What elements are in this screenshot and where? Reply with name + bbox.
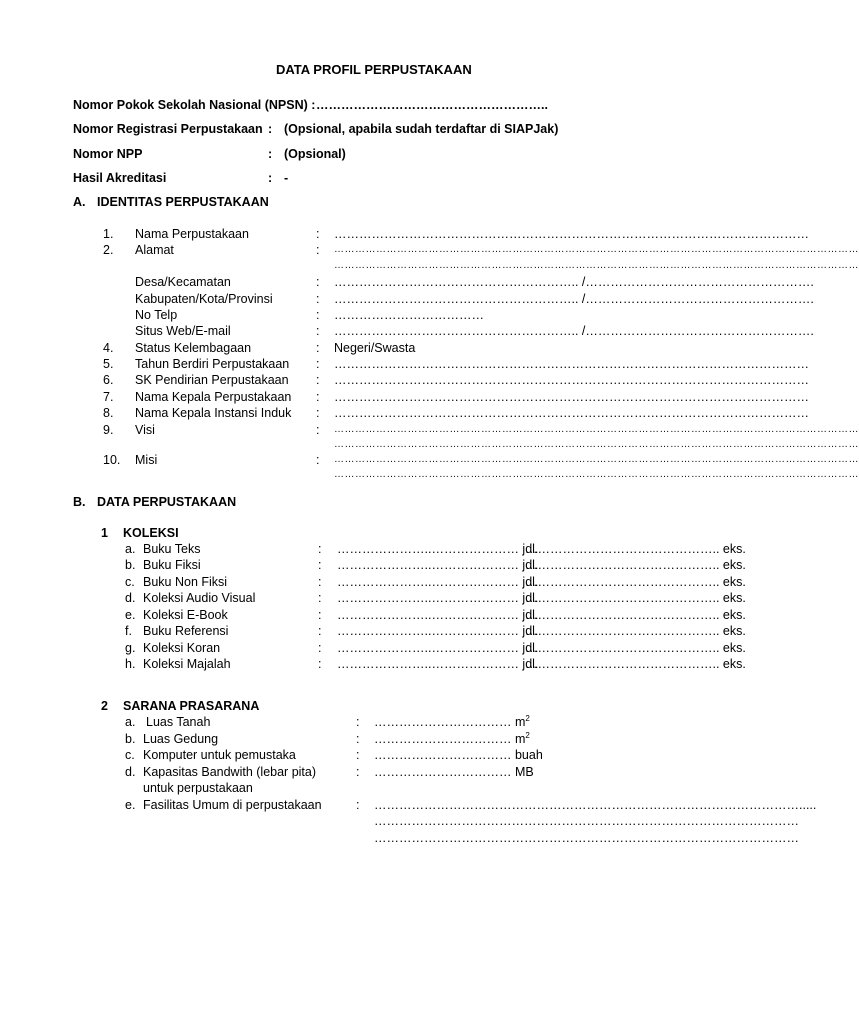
list-item-label: Nama Kepala Instansi Induk [135,406,292,420]
npp-colon: : [268,147,273,161]
sarana-number: 2 [101,699,108,713]
list-item-colon: : [318,624,322,638]
list-item-label: Buku Referensi [143,624,229,638]
section-b-title: DATA PERPUSTAKAAN [97,495,237,509]
list-item-colon: : [356,798,360,812]
list-item-label: Buku Non Fiksi [143,575,228,589]
npsn-value: ……………………………………………….. [316,98,548,112]
fill-line: …………………………………………………………………………………………………… [334,357,809,371]
list-item-letter: d. [125,591,136,605]
list-item-colon: : [316,390,320,404]
luas-gedung-field: …………………………… $m^2$ [374,730,530,746]
list-item-label: Situs Web/E-mail [135,324,231,338]
list-item-label: Nama Perpustakaan [135,227,249,241]
list-item-label: Fasilitas Umum di perpustakaan [143,798,322,812]
luas-tanah-field: …………………………… $m^2$ [374,713,530,729]
eks-field: ……………………………………….. eks. [525,608,746,622]
list-item-colon: : [356,732,360,746]
list-item-letter: b. [125,732,136,746]
list-item-label: Buku Teks [143,542,201,556]
list-item-label: Buku Fiksi [143,558,201,572]
list-item-colon: : [316,308,320,322]
fill-line: …………………………………………………………………………………………………… [334,373,809,387]
list-item-number: 8. [103,406,114,420]
list-item-colon: : [316,227,320,241]
list-item-letter: h. [125,657,136,671]
akreditasi-value: - [284,171,289,185]
status-value: Negeri/Swasta [334,341,416,355]
list-item-letter: c. [125,748,135,762]
list-item-colon: : [316,324,320,338]
npp-value: (Opsional) [284,147,346,161]
fill-line: …………………………………………………………………………………………..... [374,798,817,812]
fill-line: ………………………………………………………………………………………… [374,814,799,828]
list-item-letter: b. [125,558,136,572]
list-item-colon: : [318,591,322,605]
list-item-label: Misi [135,453,158,467]
list-item-colon: : [318,608,322,622]
fill-line: …………………………………………………………………………………………………………………………………… [334,260,859,271]
list-item-label: Koleksi Majalah [143,657,231,671]
list-item-colon: : [316,373,320,387]
jdl-field: …………………..………………… jdl. [337,558,539,572]
registrasi-label: Nomor Registrasi Perpustakaan [73,122,263,136]
akreditasi-label: Hasil Akreditasi [73,171,167,185]
fill-line: ………………………………………………….. /………………………………………………. [334,292,814,306]
list-item-label: SK Pendirian Perpustakaan [135,373,289,387]
list-item-colon: : [316,453,320,467]
list-item-label: Tahun Berdiri Perpustakaan [135,357,290,371]
list-item-label: Koleksi Koran [143,641,221,655]
list-item-colon: : [318,641,322,655]
fill-line: …………………………………………………………………………………………………… [334,227,809,241]
jdl-field: …………………..………………… jdl. [337,624,539,638]
jdl-field: …………………..………………… jdl. [337,608,539,622]
list-item-label-continued: untuk perpustakaan [143,781,253,795]
list-item-label: Desa/Kecamatan [135,275,231,289]
fill-line: …………………………………………………………………………………………………………………………………… [334,424,859,435]
page-title: DATA PROFIL PERPUSTAKAAN [276,62,472,77]
list-item-colon: : [318,558,322,572]
list-item-letter: e. [125,608,136,622]
sarana-title: SARANA PRASARANA [123,699,260,713]
list-item-letter: c. [125,575,135,589]
registrasi-colon: : [268,122,273,136]
list-item-number: 4. [103,341,114,355]
list-item-colon: : [356,765,360,779]
section-a-letter: A. [73,195,86,209]
npsn-label: Nomor Pokok Sekolah Nasional (NPSN) : [73,98,316,112]
list-item-colon: : [356,715,360,729]
list-item-number: 1. [103,227,114,241]
koleksi-title: KOLEKSI [123,526,179,540]
list-item-letter: a. [125,542,136,556]
list-item-label: Nama Kepala Perpustakaan [135,390,292,404]
bandwith-field: …………………………… MB [374,765,534,779]
fill-line: …………………………………………………………………………………………………… [334,390,809,404]
list-item-label: Koleksi Audio Visual [143,591,256,605]
fill-line: ……………………………… [334,308,484,322]
jdl-field: …………………..………………… jdl. [337,575,539,589]
list-item-colon: : [316,423,320,437]
list-item-colon: : [318,575,322,589]
list-item-label: Komputer untuk pemustaka [143,748,296,762]
list-item-letter: f. [125,624,132,638]
list-item-number: 5. [103,357,114,371]
list-item-letter: e. [125,798,136,812]
section-b-letter: B. [73,495,86,509]
npp-label: Nomor NPP [73,147,143,161]
list-item-letter: g. [125,641,136,655]
list-item-colon: : [316,275,320,289]
eks-field: ……………………………………….. eks. [525,558,746,572]
komputer-field: …………………………… buah [374,748,543,762]
jdl-field: …………………..………………… jdl. [337,591,539,605]
section-a-title: IDENTITAS PERPUSTAKAAN [97,195,269,209]
list-item-label: No Telp [135,308,178,322]
list-item-letter: a. [125,715,136,729]
eks-field: ……………………………………….. eks. [525,542,746,556]
jdl-field: …………………..………………… jdl. [337,542,539,556]
list-item-label: Kapasitas Bandwith (lebar pita) [143,765,317,779]
list-item-colon: : [316,357,320,371]
list-item-colon: : [316,406,320,420]
list-item-label: Kabupaten/Kota/Provinsi [135,292,273,306]
list-item-label: Luas Gedung [143,732,219,746]
list-item-colon: : [316,243,320,257]
eks-field: ……………………………………….. eks. [525,624,746,638]
fill-line: …………………………………………………………………………………………………………………………………… [334,469,859,480]
eks-field: ……………………………………….. eks. [525,591,746,605]
registrasi-value: (Opsional, apabila sudah terdaftar di SIAPJak) [284,122,559,136]
fill-line: ………………………………………………….. /………………………………………………. [334,275,814,289]
fill-line: …………………………………………………………………………………………………………………………………… [334,244,859,255]
list-item-colon: : [316,341,320,355]
eks-field: ……………………………………….. eks. [525,641,746,655]
fill-line: ………………………………………………….. /………………………………………………. [334,324,814,338]
fill-line: …………………………………………………………………………………………………………………………………… [334,439,859,450]
list-item-number: 9. [103,423,114,437]
eks-field: ……………………………………….. eks. [525,575,746,589]
list-item-colon: : [318,542,322,556]
fill-line: …………………………………………………………………………………………………………………………………… [334,454,859,465]
list-item-colon: : [316,292,320,306]
akreditasi-colon: : [268,171,273,185]
list-item-label: Alamat [135,243,174,257]
list-item-number: 6. [103,373,114,387]
list-item-number: 7. [103,390,114,404]
list-item-number: 10. [103,453,121,467]
koleksi-number: 1 [101,526,108,540]
jdl-field: …………………..………………… jdl. [337,657,539,671]
list-item-label: Visi [135,423,155,437]
list-item-letter: d. [125,765,136,779]
list-item-label: Status Kelembagaan [135,341,252,355]
list-item-number: 2. [103,243,114,257]
fill-line: …………………………………………………………………………………………………… [334,406,809,420]
list-item-label: Luas Tanah [146,715,211,729]
fill-line: ………………………………………………………………………………………… [374,831,799,845]
list-item-colon: : [356,748,360,762]
jdl-field: …………………..………………… jdl. [337,641,539,655]
list-item-colon: : [318,657,322,671]
list-item-label: Koleksi E-Book [143,608,228,622]
eks-field: ……………………………………….. eks. [525,657,746,671]
